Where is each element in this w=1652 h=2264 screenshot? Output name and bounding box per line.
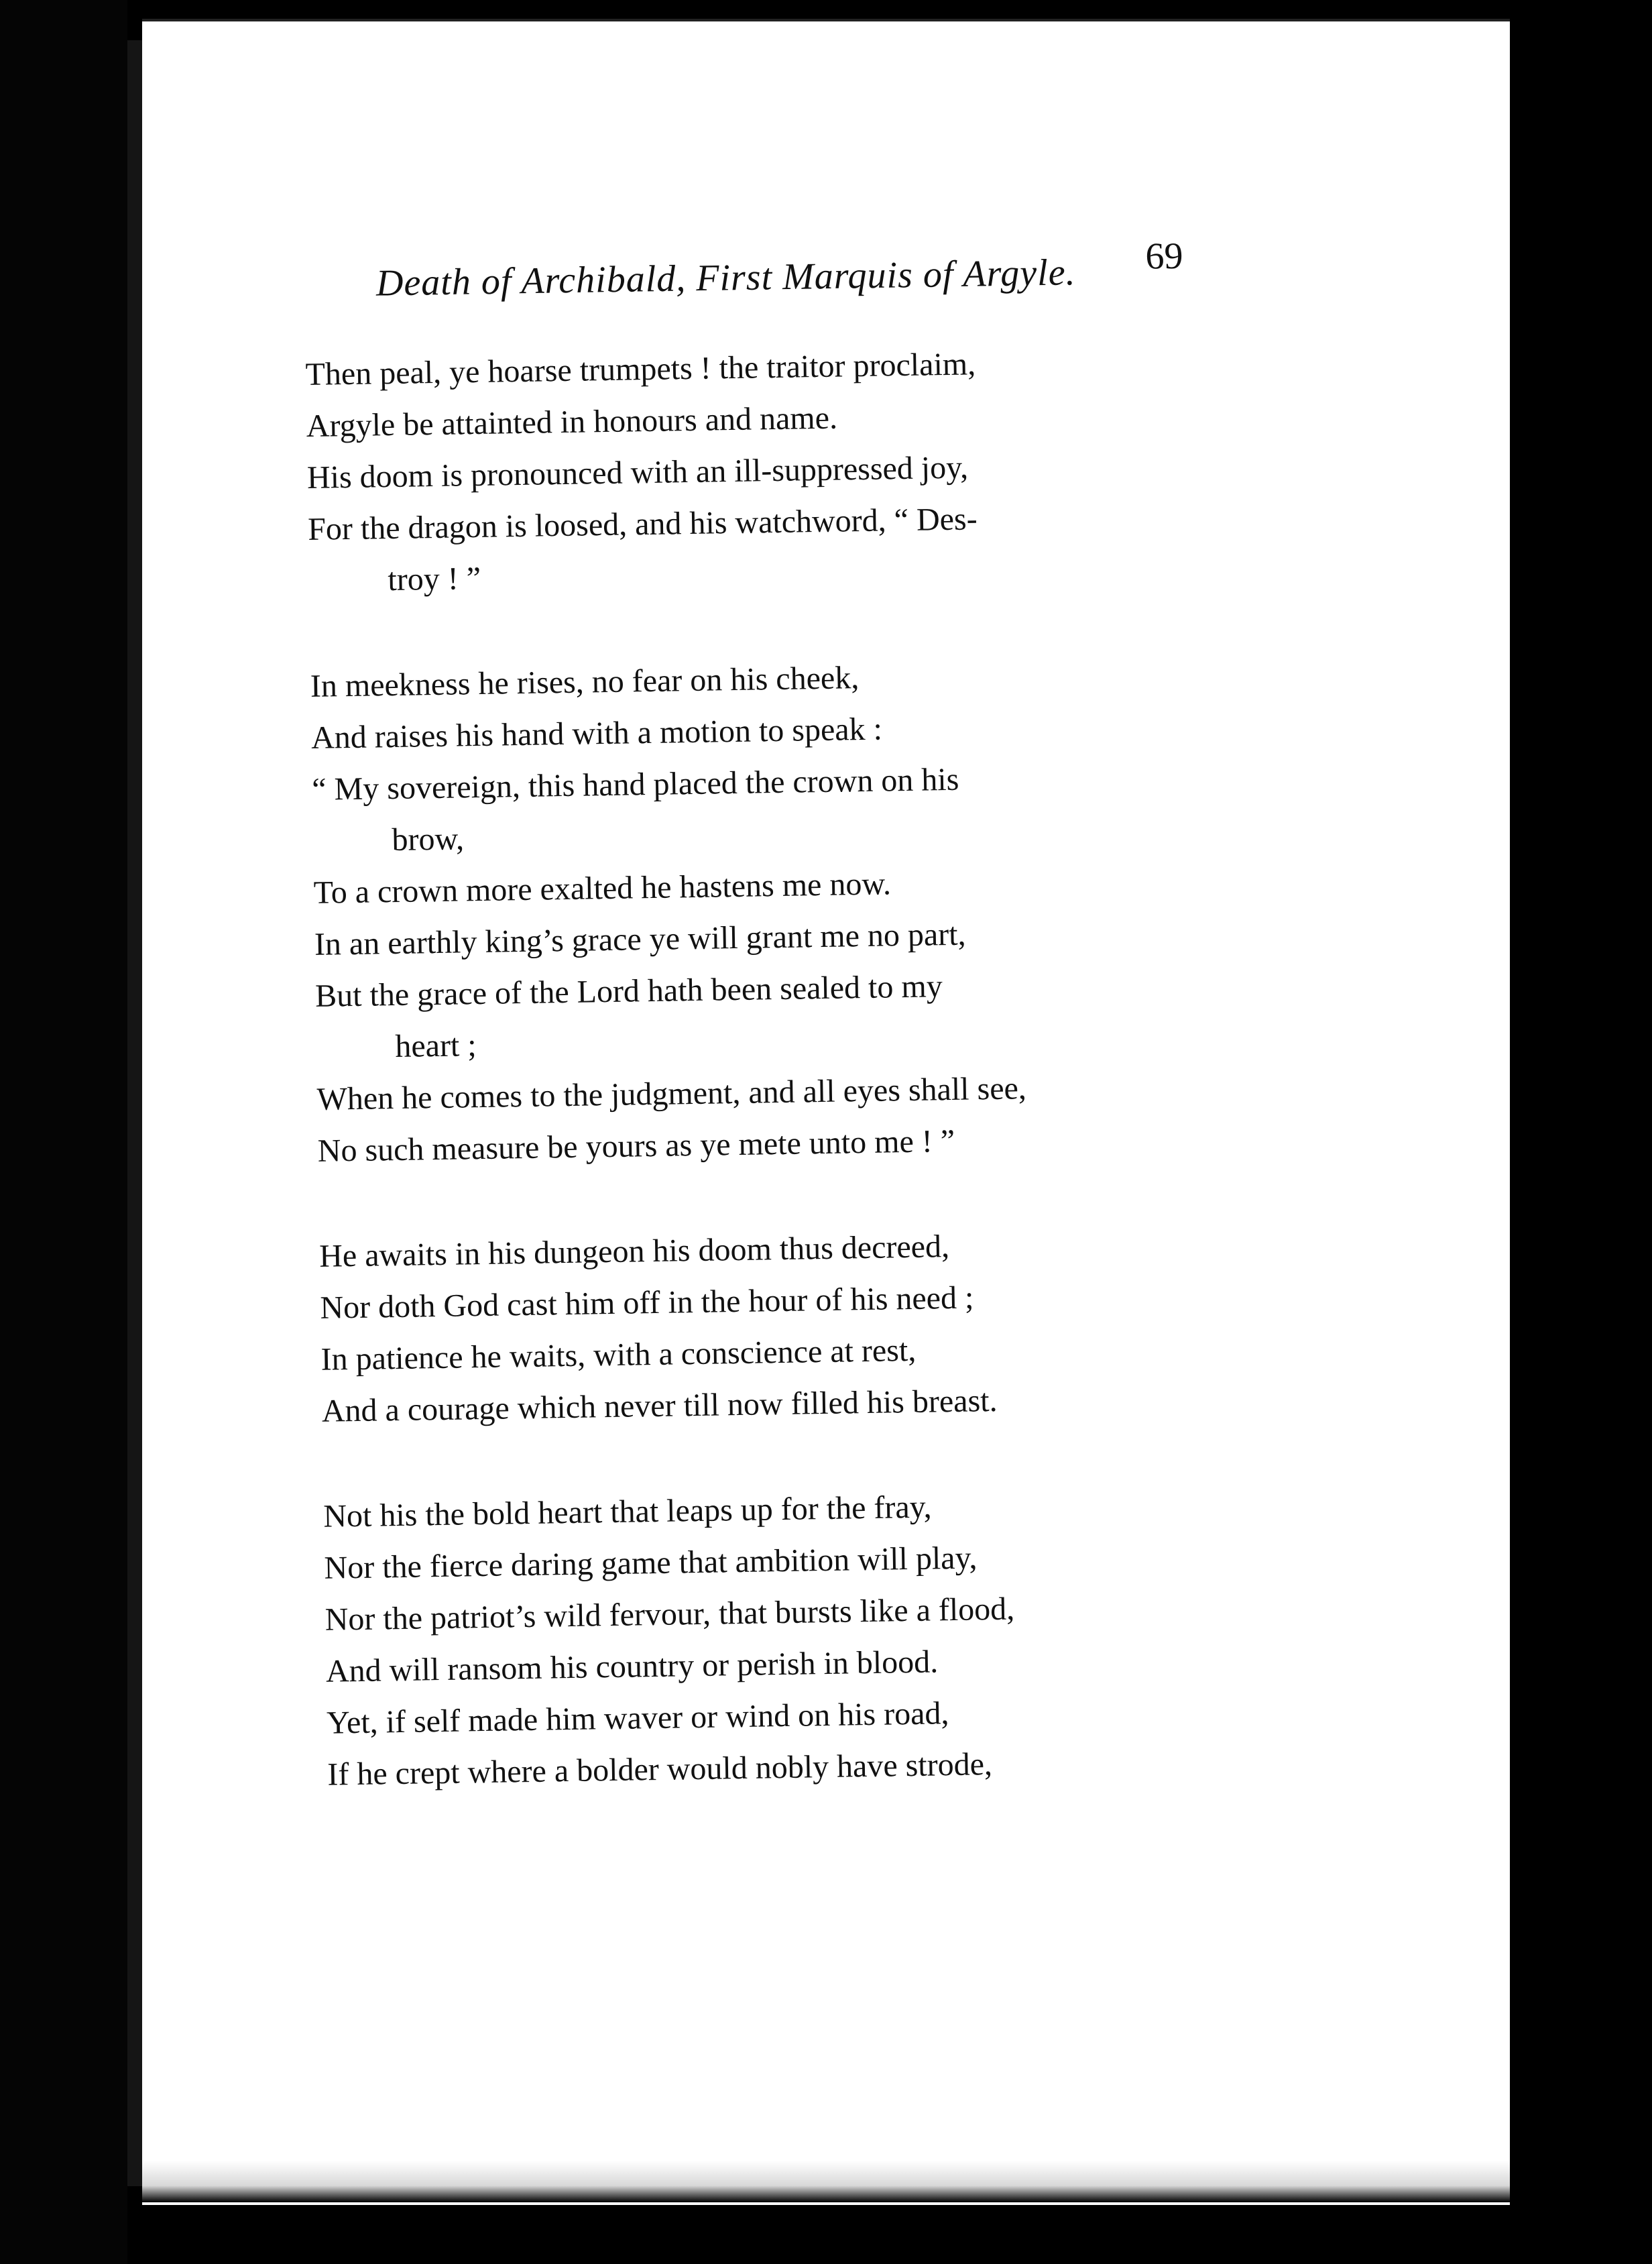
page-number: 69 bbox=[1145, 235, 1183, 278]
scan-left-margin bbox=[0, 0, 127, 2264]
verse-line: In meekness he rises, no fear on his cheek, bbox=[310, 660, 860, 704]
verse-line: His doom is pronounced with an ill-suppressed joy, bbox=[306, 449, 969, 496]
poem-body bbox=[305, 334, 1267, 1854]
verse-line: In an earthly king’s grace ye will grant me no part, bbox=[314, 916, 966, 962]
verse-line: Argyle be attainted in honours and name. bbox=[306, 400, 838, 444]
verse-line: “ My sovereign, this hand placed the crown on his bbox=[311, 761, 959, 807]
verse-line: And raises his hand with a motion to speak : bbox=[310, 711, 883, 756]
running-title: Death of Archibald, First Marquis of Argyle. bbox=[375, 251, 1077, 304]
verse-line: If he crept where a bolder would nobly have strode, bbox=[327, 1746, 993, 1793]
verse-line: But the grace of the Lord hath been sealed to my bbox=[314, 968, 943, 1014]
stanza-4 bbox=[323, 1476, 1266, 1801]
verse-line: In patience he waits, with a conscience at rest, bbox=[320, 1332, 917, 1377]
stanza-3 bbox=[319, 1216, 1261, 1437]
verse-line: For the dragon is loosed, and his watchword, “ Des- bbox=[307, 501, 978, 547]
verse-line: And will ransom his country or perish in blood. bbox=[325, 1644, 939, 1689]
verse-line: brow, bbox=[392, 821, 465, 858]
scan-right-margin bbox=[1509, 0, 1652, 2264]
stanza-2 bbox=[310, 646, 1256, 1177]
verse-line: Nor the fierce daring game that ambition will play, bbox=[324, 1540, 978, 1586]
verse-line: troy ! ” bbox=[388, 560, 481, 598]
verse-line: When he comes to the judgment, and all eyes shall see, bbox=[316, 1070, 1027, 1117]
page-bottom-edge bbox=[142, 2161, 1510, 2202]
verse-line: heart ; bbox=[394, 1027, 477, 1065]
book-spine-shadow bbox=[127, 40, 142, 2186]
verse-line: And a courage which never till now filled his breast. bbox=[321, 1382, 998, 1429]
verse-line: Then peal, ye hoarse trumpets ! the traitor proclaim, bbox=[305, 346, 976, 392]
verse-line: To a crown more exalted he hastens me now. bbox=[313, 866, 892, 911]
verse-line: He awaits in his dungeon his doom thus decreed, bbox=[318, 1229, 950, 1274]
verse-line: Not his the bold heart that leaps up for the fray, bbox=[322, 1489, 932, 1534]
verse-line: Nor the patriot’s wild fervour, that bursts like a flood, bbox=[324, 1591, 1015, 1638]
verse-line: No such measure be yours as ye mete unto me ! ” bbox=[317, 1123, 955, 1169]
verse-line: Yet, if self made him waver or wind on his road, bbox=[326, 1695, 949, 1741]
verse-line: Nor doth God cast him off in the hour of his need ; bbox=[320, 1280, 974, 1326]
stanza-1 bbox=[305, 334, 1248, 607]
